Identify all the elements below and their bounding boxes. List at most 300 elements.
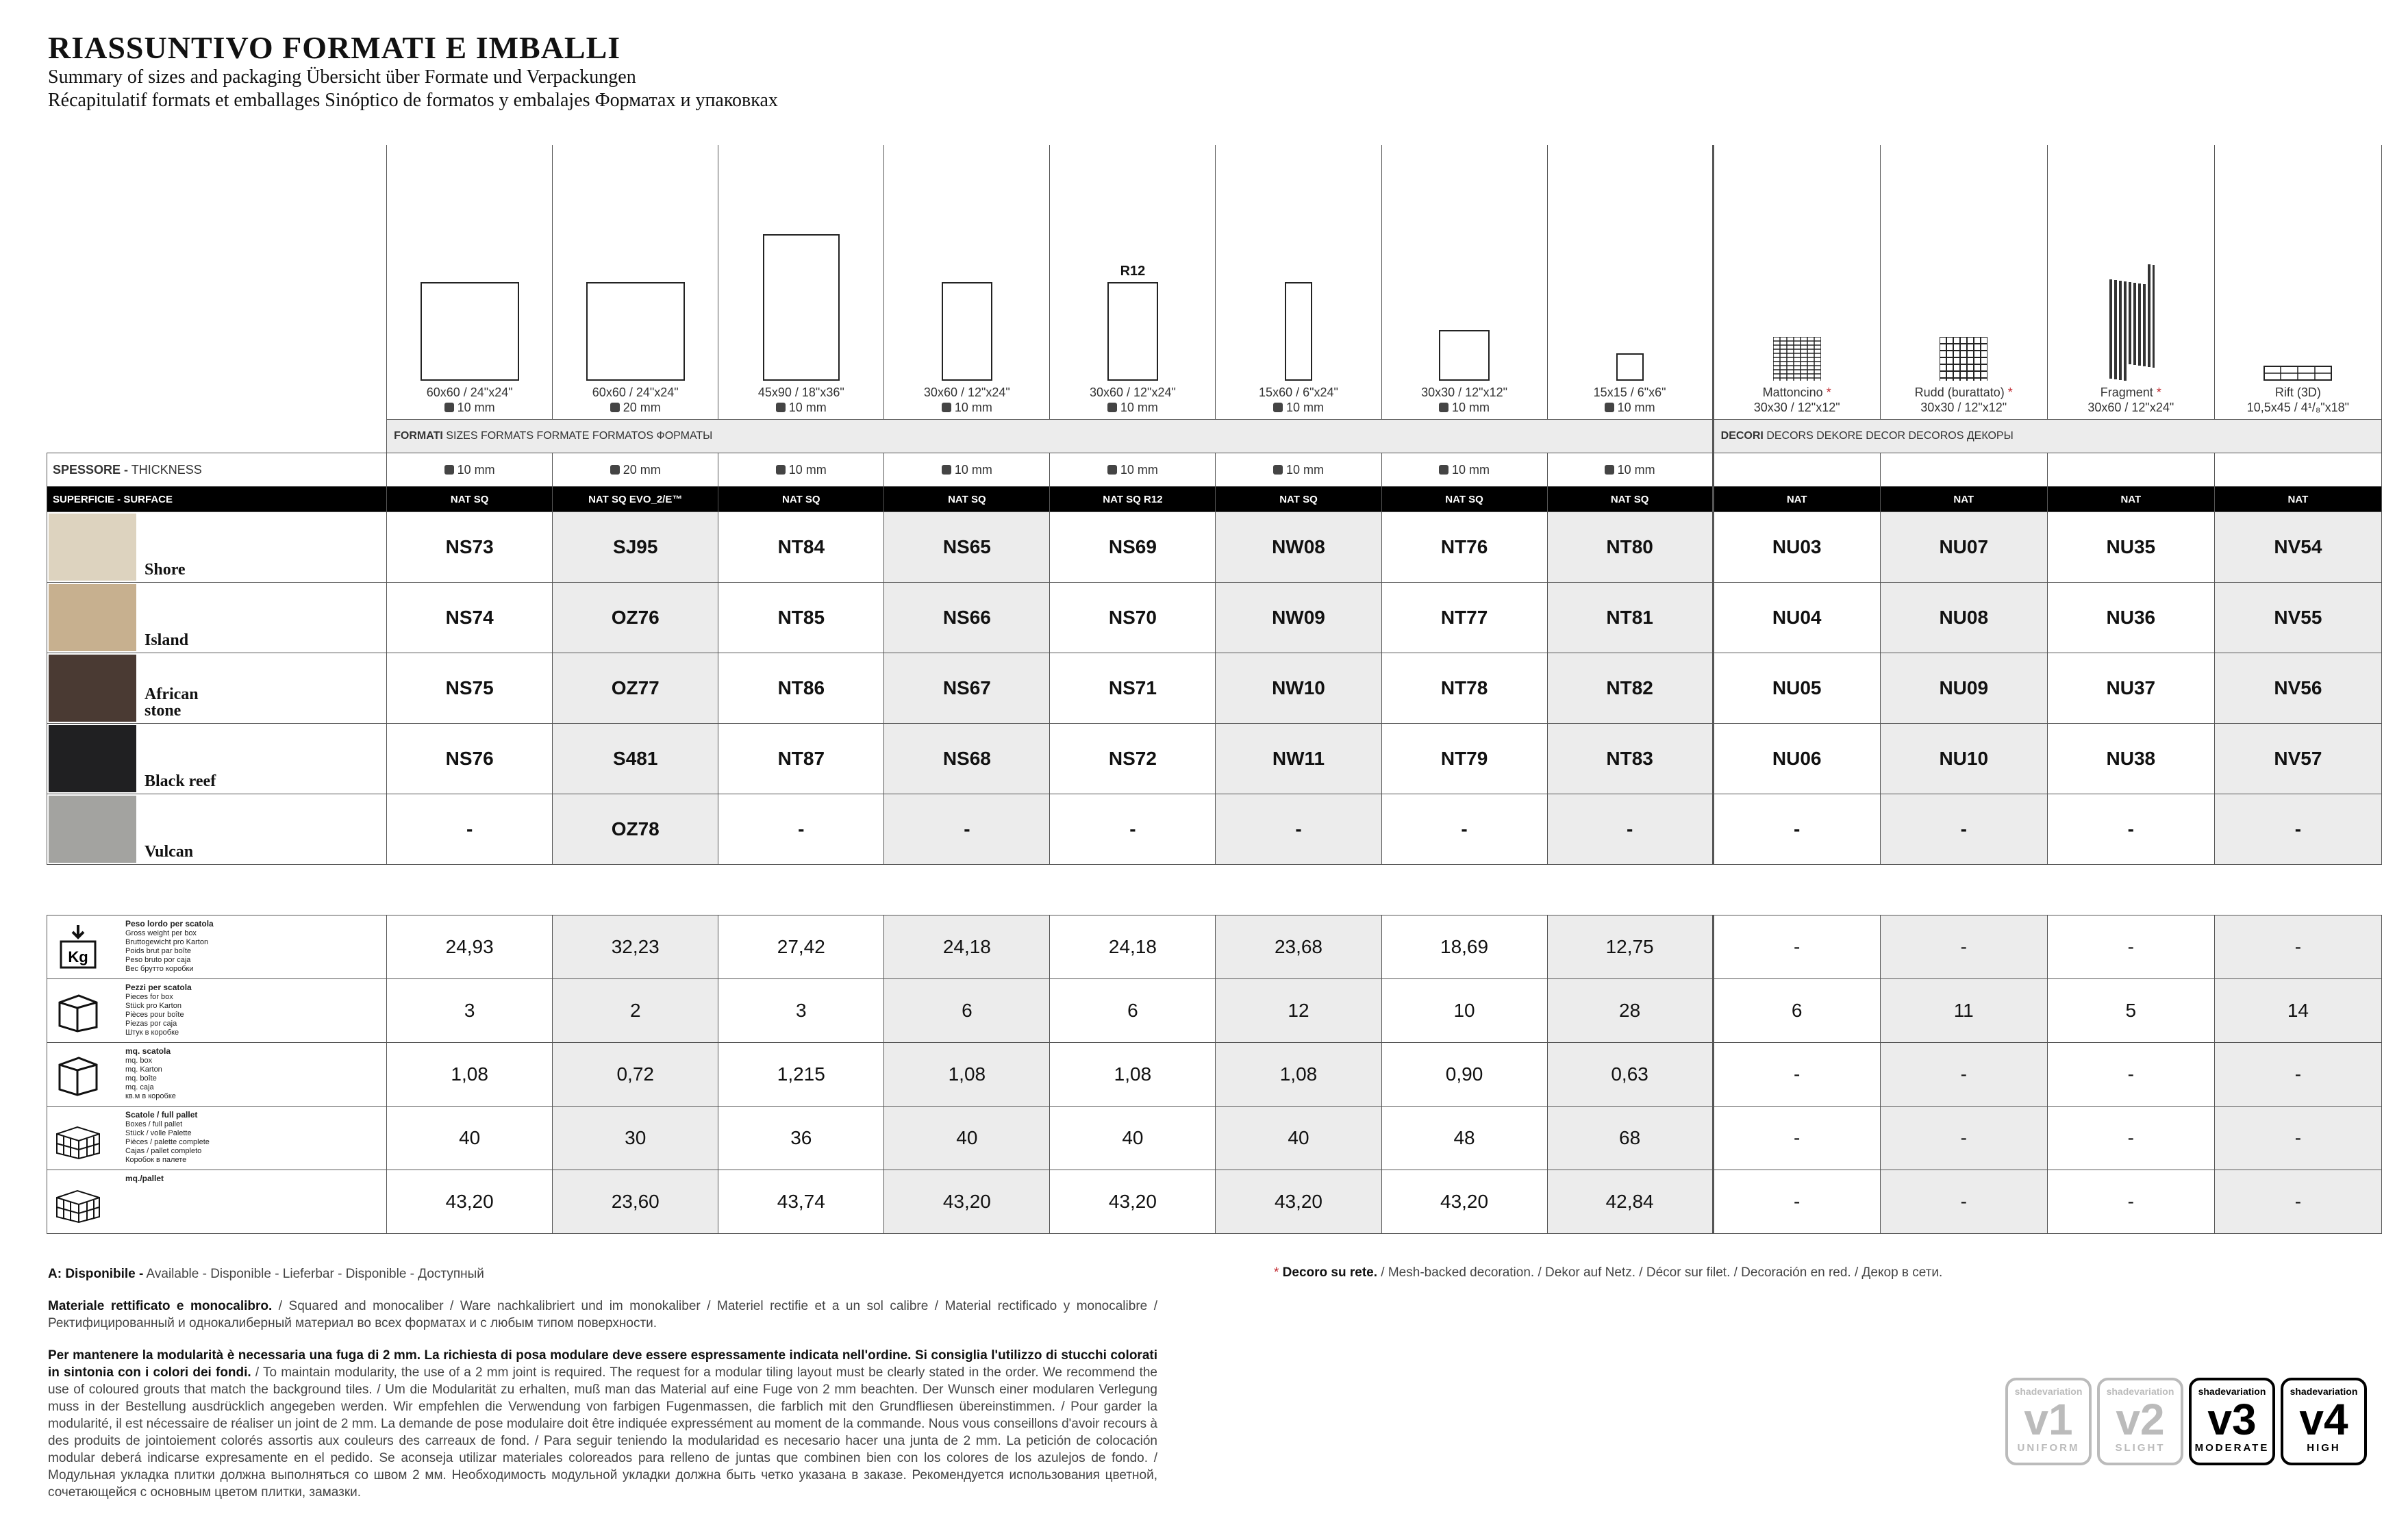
format-thickness [1216,400,1381,415]
product-code-cell: NS71 [1050,653,1216,724]
decor-name-label [2048,385,2214,400]
thickness-cell [1050,453,1216,487]
thickness-cell [553,453,718,487]
decor-name: Rudd (burattato) [1914,386,2005,399]
packaging-value-cell: 43,20 [884,1170,1050,1234]
shade-badge-v3 [2189,1378,2275,1465]
packaging-translation: Cajas / pallet completo [125,1147,202,1155]
product-code-cell: NU08 [1880,583,2047,653]
format-thickness [387,400,552,415]
packaging-value-cell: - [1880,1107,2047,1170]
decor-pattern-icon [1940,337,1987,381]
product-code-cell: - [1381,794,1547,865]
thickness-icon [1439,403,1448,412]
format-thickness-value: 10 mm [788,401,827,414]
decor-pattern-icon [2107,264,2155,381]
decor-size-label: 30x30 / 12"x12" [1753,401,1840,414]
thickness-cell [1216,453,1381,487]
product-code-cell: - [387,794,553,865]
product-code-cell: NW08 [1216,512,1381,583]
format-thickness [1050,400,1215,415]
thickness-value: 10 mm [1617,462,1655,477]
format-preview [1050,264,1215,415]
thickness-icon [610,465,620,475]
packaging-translation: Stück / volle Palette [125,1129,192,1137]
packaging-rows [47,915,2382,1234]
packaging-value-cell: 2 [553,979,718,1043]
packaging-translation: Коробок в палете [125,1156,187,1164]
product-code-cell: NS68 [884,724,1050,794]
format-thickness [884,400,1049,415]
thickness-value: 10 mm [1120,462,1158,477]
product-name-line-1: Island [145,631,189,649]
product-rows [47,512,2382,865]
packaging-label-text [125,1047,176,1101]
thickness-value: 10 mm [788,462,827,477]
thickness-icon [1439,465,1448,475]
packaging-label-cell [47,979,387,1043]
packaging-value-cell: 40 [1050,1107,1216,1170]
shade-badge-level: v1 [2024,1395,2073,1444]
color-swatch [49,584,136,651]
thickness-cell [1880,453,2047,487]
color-swatch [49,655,136,722]
product-code-cell: NT80 [1547,512,1713,583]
tile-shape [1107,282,1158,381]
product-code-cell: NS69 [1050,512,1216,583]
box-icon [54,1050,102,1098]
thickness-icon [942,403,951,412]
product-code-cell: NU36 [2047,583,2214,653]
packaging-label-cell [47,1107,387,1170]
packaging-value-cell: 0,63 [1547,1043,1713,1107]
packaging-value-cell: - [1713,1043,1880,1107]
product-row [47,583,2382,653]
subtitle-line-2: Récapitulatif formats et emballages Sinóptico de formatos y embalajes Форматах и упаковках [48,90,778,111]
packaging-value-cell: 10 [1381,979,1547,1043]
format-preview [718,234,883,415]
product-code-cell: - [718,794,884,865]
decor-name-label [1714,385,1880,400]
format-cell-4 [884,145,1050,420]
packaging-label-text [125,1174,164,1184]
decor-preview [1714,337,1880,415]
thickness-icon [776,403,786,412]
page-title: RIASSUNTIVO FORMATI E IMBALLI [48,30,621,65]
product-row [47,512,2382,583]
surface-cell: NAT [2047,487,2214,512]
shade-badge-bottom: HIGH [2307,1442,2341,1454]
packaging-translation: Pièces / palette complete [125,1138,210,1146]
packaging-label-cell [47,915,387,979]
tile-shape [586,282,685,381]
format-cell-6 [1216,145,1381,420]
packaging-value-cell: 1,08 [1216,1043,1381,1107]
packaging-value-cell: 1,08 [1050,1043,1216,1107]
availability-strong: A: Disponibile - [48,1267,144,1281]
product-name-line-1: Vulcan [145,843,194,861]
thickness-label-strong: SPESSORE - [53,462,129,477]
packaging-translation: Poids brut par boîte [125,947,192,955]
packaging-title: Scatole / full pallet [125,1110,198,1120]
packaging-value-cell: - [2047,1170,2214,1234]
product-label-cell [47,583,387,653]
surface-cell: NAT SQ [1381,487,1547,512]
format-cell-8 [1547,145,1713,420]
product-code-cell: NU04 [1713,583,1880,653]
thickness-cell [1381,453,1547,487]
thickness-cell [387,453,553,487]
surface-row [47,487,2382,512]
packaging-row [47,979,2382,1043]
packaging-title: Pezzi per scatola [125,983,192,992]
surface-cell: NAT SQ [884,487,1050,512]
product-label-cell [47,653,387,724]
product-name [145,844,193,860]
product-code-cell: - [1713,794,1880,865]
packaging-value-cell: 40 [1216,1107,1381,1170]
packaging-translation: mq. boîte [125,1074,157,1083]
packaging-title: Peso lordo per scatola [125,919,214,928]
thickness-icon [610,403,620,412]
packaging-value-cell: 18,69 [1381,915,1547,979]
product-name-line-1: Shore [145,561,186,579]
decor-pattern-icon [2263,366,2332,381]
packaging-label-text [125,983,192,1037]
shade-badge-bottom: SLIGHT [2115,1442,2166,1454]
thickness-label [47,453,387,487]
product-code-cell: NT85 [718,583,884,653]
thickness-icon [776,465,786,475]
packaging-value-cell: 5 [2047,979,2214,1043]
format-preview [1216,282,1381,415]
product-row [47,794,2382,865]
thickness-cell [2047,453,2214,487]
product-row [47,724,2382,794]
format-thickness-value: 10 mm [1452,401,1490,414]
shade-badge-level: v3 [2207,1395,2257,1444]
product-code-cell: - [1547,794,1713,865]
packaging-value-cell: - [1713,915,1880,979]
decor-preview [2048,264,2214,415]
packaging-translation: Bruttogewicht pro Karton [125,938,209,946]
product-code-cell: NU05 [1713,653,1880,724]
format-cell-2 [553,145,718,420]
packaging-value-cell: 0,90 [1381,1043,1547,1107]
packaging-title: mq./pallet [125,1174,164,1183]
format-size-label: 60x60 / 24"x24" [592,386,679,399]
thickness-value: 10 mm [1452,462,1490,477]
product-code-cell: NT86 [718,653,884,724]
product-code-cell: NT78 [1381,653,1547,724]
packaging-value-cell: 32,23 [553,915,718,979]
shade-variation-badges [2005,1378,2372,1465]
packaging-value-cell: 68 [1547,1107,1713,1170]
footer-notes [48,1265,1157,1516]
packaging-value-cell: 1,215 [718,1043,884,1107]
shade-badge-bottom: MODERATE [2194,1442,2270,1454]
packaging-translation: mq. Karton [125,1065,162,1074]
thickness-icon [1273,465,1283,475]
product-code-cell: NW11 [1216,724,1381,794]
pallet-icon [54,1113,102,1161]
packaging-row [47,1043,2382,1107]
format-preview [1382,330,1547,415]
packaging-row [47,915,2382,979]
packaging-value-cell: - [2214,1043,2381,1107]
packaging-value-cell: 3 [387,979,553,1043]
decor-note-star: * [1274,1265,1279,1280]
product-code-cell: NU35 [2047,512,2214,583]
thickness-cell [884,453,1050,487]
packaging-value-cell: 6 [884,979,1050,1043]
decor-cell-2 [1880,145,2047,420]
product-code-cell: NT84 [718,512,884,583]
packaging-value-cell: 24,93 [387,915,553,979]
packaging-value-cell: - [2214,915,2381,979]
product-name-line-2: stone [145,702,181,720]
surface-cell: NAT [2214,487,2381,512]
product-name [145,773,216,789]
rectified-note [48,1298,1157,1332]
packaging-translation: Peso bruto por caja [125,956,191,964]
product-label-cell [47,512,387,583]
packaging-value-cell: - [1713,1170,1880,1234]
thickness-cell [718,453,884,487]
packaging-translation: Вес брутто коробки [125,965,194,973]
shade-badge-v2 [2097,1378,2183,1465]
packaging-translation: mq. caja [125,1083,154,1091]
packaging-value-cell: 24,18 [1050,915,1216,979]
format-cell-1 [387,145,553,420]
packaging-value-cell: 23,68 [1216,915,1381,979]
product-code-cell: NU07 [1880,512,2047,583]
product-code-cell: SJ95 [553,512,718,583]
decor-note-strong: Decoro su rete. [1279,1265,1378,1280]
product-code-cell: - [1216,794,1381,865]
format-cell-5 [1050,145,1216,420]
packaging-value-cell: 6 [1050,979,1216,1043]
product-code-cell: NV55 [2214,583,2381,653]
thickness-value: 10 mm [1285,462,1324,477]
decor-preview [1881,337,2047,415]
tile-shape [942,282,992,381]
product-code-cell: NT87 [718,724,884,794]
thickness-icon [1107,403,1117,412]
color-swatch [49,725,136,792]
product-code-cell: NW09 [1216,583,1381,653]
color-swatch [49,514,136,581]
format-thickness [1382,400,1547,415]
surface-cell: NAT SQ R12 [1050,487,1216,512]
decor-note-rest: / Mesh-backed decoration. / Dekor auf Netz. / Décor sur filet. / Decoración en red. / Декор в сети. [1377,1265,1943,1280]
product-code-cell: S481 [553,724,718,794]
modular-note [48,1347,1157,1501]
packaging-value-cell: 6 [1713,979,1880,1043]
product-label-cell [47,724,387,794]
product-code-cell: NW10 [1216,653,1381,724]
svg-text:Kg: Kg [68,948,88,965]
decor-cell-1 [1713,145,1880,420]
thickness-icon [1605,465,1614,475]
format-thickness-value: 10 mm [1617,401,1655,414]
packaging-value-cell: - [2047,1107,2214,1170]
product-code-cell: NV54 [2214,512,2381,583]
product-label-cell [47,794,387,865]
packaging-value-cell: 43,20 [1050,1170,1216,1234]
decor-cell-4 [2214,145,2381,420]
packaging-value-cell: 27,42 [718,915,884,979]
product-code-cell: NU06 [1713,724,1880,794]
packaging-title: mq. scatola [125,1046,171,1056]
packaging-value-cell: 24,18 [884,915,1050,979]
product-code-cell: NS70 [1050,583,1216,653]
product-code-cell: - [1880,794,2047,865]
format-thickness-value: 10 mm [1120,401,1158,414]
tile-shape [421,282,519,381]
format-cell-3 [718,145,884,420]
decor-pattern-icon [1773,337,1821,381]
packaging-label-text [125,920,214,974]
product-row [47,653,2382,724]
thickness-icon [1273,403,1283,412]
product-code-cell: OZ76 [553,583,718,653]
product-code-cell: NU03 [1713,512,1880,583]
thickness-icon [444,403,454,412]
empty-corner [47,145,387,420]
surface-cell: NAT SQ [718,487,884,512]
formats-band-strong: FORMATI [394,430,443,442]
tile-shape [763,234,840,381]
packaging-value-cell: - [2047,915,2214,979]
decor-size-label: 30x30 / 12"x12" [1920,401,2007,414]
thickness-row [47,453,2382,487]
packaging-label-cell [47,1043,387,1107]
formats-band-rest: SIZES FORMATS FORMATE FORMATOS ФОРМАТЫ [446,430,713,442]
product-code-cell: NV57 [2214,724,2381,794]
formats-table [47,145,2382,865]
shade-badge-bottom: UNIFORM [2017,1442,2080,1454]
packaging-translation: Pièces pour boîte [125,1011,184,1019]
format-thickness [1548,400,1712,415]
tile-shape [1439,330,1490,381]
product-code-cell: - [2047,794,2214,865]
product-code-cell: NT81 [1547,583,1713,653]
packaging-value-cell: - [2214,1170,2381,1234]
format-thickness-value: 10 mm [457,401,495,414]
decor-cell-3 [2047,145,2214,420]
product-code-cell: NS65 [884,512,1050,583]
format-size-label: 45x90 / 18"x36" [757,386,844,399]
format-preview [387,282,552,415]
shade-badge-top: shadevariation [2106,1386,2174,1397]
packaging-value-cell: 28 [1547,979,1713,1043]
product-name [145,632,188,648]
packaging-value-cell: - [2047,1043,2214,1107]
product-code-cell: NT82 [1547,653,1713,724]
decor-preview [2215,366,2381,415]
format-size-label: 30x60 / 12"x24" [923,386,1010,399]
format-size-label: 15x15 / 6"x6" [1593,386,1666,399]
product-code-cell: NV56 [2214,653,2381,724]
product-code-cell: NS73 [387,512,553,583]
product-code-cell: - [1050,794,1216,865]
format-size-label: 30x30 / 12"x12" [1421,386,1507,399]
availability-note [48,1265,1157,1283]
decor-name-label [1881,385,2047,400]
shade-badge-top: shadevariation [2014,1386,2083,1397]
packaging-translation: Boxes / full pallet [125,1120,183,1128]
decor-star: * [1826,386,1831,399]
product-code-cell: NU37 [2047,653,2214,724]
packaging-label-cell [47,1170,387,1234]
packaging-table [47,915,2382,1234]
product-name-line-1: Black reef [145,772,216,790]
subtitle-line-1: Summary of sizes and packaging Übersicht über Formate und Verpackungen [48,66,636,88]
shade-badge-level: v4 [2299,1395,2348,1444]
decor-star: * [2007,386,2013,399]
packaging-value-cell: 43,20 [1216,1170,1381,1234]
product-code-cell: OZ78 [553,794,718,865]
thickness-value: 20 mm [623,462,661,477]
decor-note [1274,1265,1942,1280]
packaging-value-cell: 43,20 [387,1170,553,1234]
packaging-value-cell: 1,08 [387,1043,553,1107]
tile-shape [1616,353,1644,381]
packaging-value-cell: 12,75 [1547,915,1713,979]
shade-badge-v4 [2281,1378,2367,1465]
packaging-value-cell: 43,20 [1381,1170,1547,1234]
packaging-value-cell: 11 [1880,979,2047,1043]
surface-cell: NAT SQ [1216,487,1381,512]
packaging-value-cell: 40 [387,1107,553,1170]
product-code-cell: NT77 [1381,583,1547,653]
availability-rest: Available - Disponible - Lieferbar - Disponible - Доступный [143,1267,484,1281]
thickness-cell [2214,453,2381,487]
surface-label: SUPERFICIE - SURFACE [47,487,387,512]
surface-cell: NAT SQ [387,487,553,512]
thickness-icon [942,465,951,475]
product-code-cell: NS66 [884,583,1050,653]
product-code-cell: NU38 [2047,724,2214,794]
packaging-table-wrapper [47,915,2382,1234]
format-preview [884,282,1049,415]
packaging-translation: mq. box [125,1057,153,1065]
packaging-value-cell: 40 [884,1107,1050,1170]
product-code-cell: - [884,794,1050,865]
packaging-value-cell: 0,72 [553,1043,718,1107]
product-code-cell: NT83 [1547,724,1713,794]
formats-band [387,420,1714,453]
thickness-cell [1713,453,1880,487]
packaging-translation: Штук в коробке [125,1028,179,1037]
color-swatch [49,796,136,863]
packaging-value-cell: 14 [2214,979,2381,1043]
format-preview [1548,353,1712,415]
product-code-cell: NS67 [884,653,1050,724]
format-thickness-value: 10 mm [954,401,992,414]
shade-badge-v1 [2005,1378,2092,1465]
box-open-icon [54,986,102,1034]
format-cell-7 [1381,145,1547,420]
surface-cell: NAT SQ EVO_2/E™ [553,487,718,512]
format-thickness [553,400,718,415]
decor-star: * [2156,386,2161,399]
product-name-line-1: African [145,685,199,703]
decor-size-label: 30x60 / 12"x24" [2087,401,2174,414]
packaging-row [47,1170,2382,1234]
shade-badge-top: shadevariation [2290,1386,2358,1397]
